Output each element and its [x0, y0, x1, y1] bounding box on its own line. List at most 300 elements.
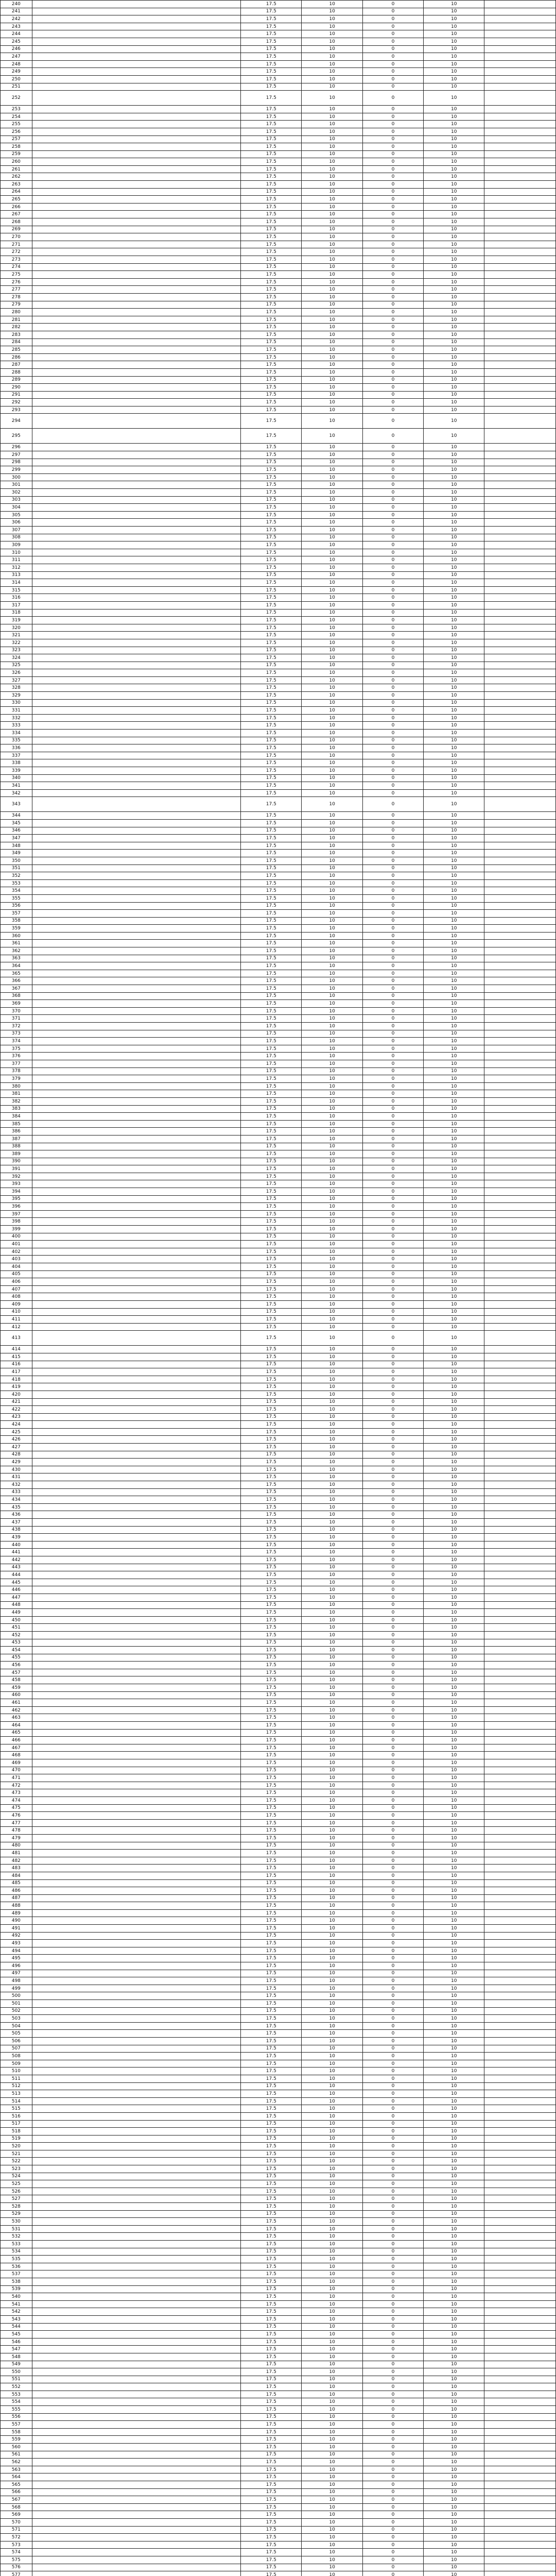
table-row	[1, 947, 556, 955]
remark-cell	[484, 2218, 556, 2226]
value-a-cell: 17.5	[241, 391, 302, 399]
table-row	[1, 519, 556, 527]
value-b-cell: 10	[302, 879, 362, 887]
value-d-cell: 10	[424, 15, 484, 23]
value-c-cell: 0	[362, 1534, 423, 1541]
value-c-cell: 0	[362, 872, 423, 880]
table-row	[1, 1985, 556, 1992]
row-number-cell: 342	[1, 789, 32, 797]
company-name-cell	[32, 2285, 241, 2293]
value-d-cell: 10	[424, 549, 484, 556]
table-row	[1, 1428, 556, 1436]
value-a-cell: 17.5	[241, 1511, 302, 1519]
value-a-cell: 17.5	[241, 1579, 302, 1586]
value-a-cell: 17.5	[241, 2308, 302, 2316]
company-name-cell	[32, 1729, 241, 1737]
company-name-cell	[32, 812, 241, 820]
company-name-cell	[32, 1737, 241, 1744]
row-number-cell: 477	[1, 1819, 32, 1827]
value-b-cell: 10	[302, 2150, 362, 2158]
value-b-cell: 10	[302, 654, 362, 662]
company-name-cell	[32, 2534, 241, 2541]
remark-cell	[484, 774, 556, 782]
remark-cell	[484, 850, 556, 857]
company-name-cell	[32, 2082, 241, 2090]
table-row	[1, 699, 556, 707]
remark-cell	[484, 181, 556, 189]
table-row	[1, 91, 556, 106]
value-b-cell: 10	[302, 2248, 362, 2256]
company-name-cell	[32, 2060, 241, 2067]
table-row	[1, 2406, 556, 2414]
company-name-cell	[32, 1030, 241, 1038]
value-a-cell: 17.5	[241, 1241, 302, 1248]
value-b-cell: 10	[302, 2421, 362, 2429]
value-d-cell: 10	[424, 1616, 484, 1624]
value-b-cell: 10	[302, 1556, 362, 1564]
value-c-cell: 0	[362, 444, 423, 451]
value-b-cell: 10	[302, 737, 362, 744]
row-number-cell: 361	[1, 940, 32, 947]
value-c-cell: 0	[362, 150, 423, 158]
value-c-cell: 0	[362, 1376, 423, 1383]
table-row	[1, 2173, 556, 2180]
value-b-cell: 10	[302, 2428, 362, 2436]
company-name-cell	[32, 1511, 241, 1519]
company-name-cell	[32, 962, 241, 970]
value-b-cell: 10	[302, 865, 362, 872]
remark-cell	[484, 256, 556, 264]
company-name-cell	[32, 451, 241, 459]
company-name-cell	[32, 2518, 241, 2526]
table-row	[1, 1947, 556, 1955]
remark-cell	[484, 2158, 556, 2165]
value-a-cell: 17.5	[241, 586, 302, 594]
value-b-cell: 10	[302, 1082, 362, 1090]
value-a-cell: 17.5	[241, 925, 302, 933]
value-c-cell: 0	[362, 1676, 423, 1684]
value-d-cell: 10	[424, 819, 484, 827]
value-c-cell: 0	[362, 451, 423, 459]
table-row	[1, 2353, 556, 2361]
company-name-cell	[32, 211, 241, 218]
row-number-cell: 439	[1, 1534, 32, 1541]
remark-cell	[484, 1872, 556, 1879]
value-b-cell: 10	[302, 2045, 362, 2053]
company-name-cell	[32, 1226, 241, 1233]
value-b-cell: 10	[302, 1150, 362, 1158]
value-d-cell: 10	[424, 519, 484, 527]
value-c-cell: 0	[362, 91, 423, 106]
value-d-cell: 10	[424, 1233, 484, 1241]
value-b-cell: 10	[302, 1722, 362, 1730]
company-name-cell	[32, 669, 241, 677]
remark-cell	[484, 1579, 556, 1586]
company-name-cell	[32, 1361, 241, 1368]
value-d-cell: 10	[424, 1376, 484, 1383]
row-number-cell: 407	[1, 1285, 32, 1293]
table-row	[1, 932, 556, 940]
table-row	[1, 1444, 556, 1451]
value-c-cell: 0	[362, 1300, 423, 1308]
row-number-cell: 401	[1, 1241, 32, 1248]
value-d-cell: 10	[424, 1541, 484, 1549]
remark-cell	[484, 865, 556, 872]
value-d-cell: 10	[424, 1631, 484, 1639]
remark-cell	[484, 1850, 556, 1857]
value-b-cell: 10	[302, 106, 362, 113]
value-b-cell: 10	[302, 2225, 362, 2233]
value-c-cell: 0	[362, 1473, 423, 1481]
value-d-cell: 10	[424, 2481, 484, 2489]
value-c-cell: 0	[362, 857, 423, 865]
table-row	[1, 1526, 556, 1534]
value-a-cell: 17.5	[241, 1992, 302, 2000]
value-d-cell: 10	[424, 1038, 484, 1045]
table-row	[1, 2007, 556, 2015]
table-row	[1, 1150, 556, 1158]
value-d-cell: 10	[424, 2105, 484, 2113]
row-number-cell: 433	[1, 1488, 32, 1496]
row-number-cell: 327	[1, 676, 32, 684]
row-number-cell: 494	[1, 1947, 32, 1955]
company-name-cell	[32, 2466, 241, 2473]
company-name-cell	[32, 2383, 241, 2391]
table-row	[1, 1909, 556, 1917]
value-a-cell: 17.5	[241, 894, 302, 902]
remark-cell	[484, 902, 556, 910]
value-c-cell: 0	[362, 1902, 423, 1910]
table-row	[1, 2488, 556, 2496]
value-a-cell: 17.5	[241, 1850, 302, 1857]
value-b-cell: 10	[302, 1691, 362, 1699]
value-b-cell: 10	[302, 1097, 362, 1105]
company-name-cell	[32, 60, 241, 68]
value-b-cell: 10	[302, 1473, 362, 1481]
remark-cell	[484, 2571, 556, 2576]
value-a-cell: 17.5	[241, 256, 302, 264]
remark-cell	[484, 1300, 556, 1308]
value-d-cell: 10	[424, 2331, 484, 2338]
company-name-cell	[32, 241, 241, 248]
value-d-cell: 10	[424, 1744, 484, 1752]
value-a-cell: 17.5	[241, 1248, 302, 1256]
remark-cell	[484, 1444, 556, 1451]
company-name-cell	[32, 1932, 241, 1940]
remark-cell	[484, 1737, 556, 1744]
value-c-cell: 0	[362, 2218, 423, 2226]
company-name-cell	[32, 68, 241, 76]
table-row	[1, 1023, 556, 1030]
table-row	[1, 2135, 556, 2143]
table-row	[1, 1549, 556, 1556]
value-b-cell: 10	[302, 639, 362, 647]
value-d-cell: 10	[424, 2511, 484, 2519]
row-number-cell: 445	[1, 1579, 32, 1586]
company-name-cell	[32, 218, 241, 226]
table-row	[1, 2188, 556, 2195]
value-d-cell: 10	[424, 1676, 484, 1684]
company-name-cell	[32, 1451, 241, 1459]
table-row	[1, 391, 556, 399]
remark-cell	[484, 278, 556, 286]
value-a-cell: 17.5	[241, 1834, 302, 1842]
value-d-cell: 10	[424, 1007, 484, 1015]
value-a-cell: 17.5	[241, 1699, 302, 1707]
company-name-cell	[32, 910, 241, 918]
value-c-cell: 0	[362, 2421, 423, 2429]
value-b-cell: 10	[302, 1902, 362, 1910]
value-d-cell: 10	[424, 2406, 484, 2414]
table-row	[1, 601, 556, 609]
value-c-cell: 0	[362, 1947, 423, 1955]
company-name-cell	[32, 2436, 241, 2444]
table-row	[1, 1842, 556, 1850]
remark-cell	[484, 1481, 556, 1489]
value-c-cell: 0	[362, 2022, 423, 2030]
table-row	[1, 218, 556, 226]
value-b-cell: 10	[302, 188, 362, 196]
value-b-cell: 10	[302, 2173, 362, 2180]
remark-cell	[484, 1473, 556, 1481]
value-c-cell: 0	[362, 1647, 423, 1654]
value-a-cell: 17.5	[241, 2120, 302, 2128]
row-number-cell: 343	[1, 797, 32, 812]
row-number-cell: 340	[1, 774, 32, 782]
row-number-cell: 319	[1, 617, 32, 624]
value-a-cell: 17.5	[241, 2128, 302, 2136]
remark-cell	[484, 1940, 556, 1947]
value-d-cell: 10	[424, 1398, 484, 1406]
company-name-cell	[32, 662, 241, 669]
value-b-cell: 10	[302, 353, 362, 361]
company-name-cell	[32, 894, 241, 902]
value-a-cell: 17.5	[241, 2481, 302, 2489]
table-row	[1, 2338, 556, 2346]
value-b-cell: 10	[302, 662, 362, 669]
company-name-cell	[32, 466, 241, 474]
company-name-cell	[32, 293, 241, 301]
company-name-cell	[32, 1955, 241, 1962]
table-row	[1, 1601, 556, 1609]
value-d-cell: 10	[424, 947, 484, 955]
value-c-cell: 0	[362, 1925, 423, 1933]
table-row	[1, 1631, 556, 1639]
row-number-cell: 308	[1, 534, 32, 541]
company-name-cell	[32, 707, 241, 715]
value-a-cell: 17.5	[241, 233, 302, 241]
value-c-cell: 0	[362, 2346, 423, 2353]
remark-cell	[484, 970, 556, 977]
table-row	[1, 910, 556, 918]
row-number-cell: 296	[1, 444, 32, 451]
value-b-cell: 10	[302, 1391, 362, 1398]
value-d-cell: 10	[424, 917, 484, 925]
remark-cell	[484, 1421, 556, 1429]
remark-cell	[484, 1188, 556, 1196]
remark-cell	[484, 1985, 556, 1992]
value-c-cell: 0	[362, 338, 423, 346]
value-d-cell: 10	[424, 2158, 484, 2165]
remark-cell	[484, 2459, 556, 2466]
value-c-cell: 0	[362, 1278, 423, 1286]
value-b-cell: 10	[302, 2000, 362, 2008]
value-b-cell: 10	[302, 1684, 362, 1692]
value-b-cell: 10	[302, 1398, 362, 1406]
row-number-cell: 348	[1, 842, 32, 850]
value-d-cell: 10	[424, 121, 484, 128]
value-c-cell: 0	[362, 624, 423, 632]
table-row	[1, 1, 556, 8]
company-name-cell	[32, 2037, 241, 2045]
value-c-cell: 0	[362, 1353, 423, 1361]
remark-cell	[484, 1925, 556, 1933]
company-name-cell	[32, 601, 241, 609]
remark-cell	[484, 2180, 556, 2188]
value-b-cell: 10	[302, 1270, 362, 1278]
table-row	[1, 2459, 556, 2466]
value-b-cell: 10	[302, 1850, 362, 1857]
remark-cell	[484, 1278, 556, 1286]
remark-cell	[484, 1120, 556, 1128]
company-name-cell	[32, 286, 241, 294]
value-b-cell: 10	[302, 601, 362, 609]
value-a-cell: 17.5	[241, 2241, 302, 2248]
row-number-cell: 292	[1, 399, 32, 406]
company-name-cell	[32, 481, 241, 489]
value-d-cell: 10	[424, 2120, 484, 2128]
table-row	[1, 835, 556, 842]
table-row	[1, 1241, 556, 1248]
value-a-cell: 17.5	[241, 1804, 302, 1812]
table-row	[1, 692, 556, 700]
company-name-cell	[32, 143, 241, 151]
remark-cell	[484, 1865, 556, 1872]
value-c-cell: 0	[362, 75, 423, 83]
table-row	[1, 1992, 556, 2000]
value-b-cell: 10	[302, 1714, 362, 1722]
value-b-cell: 10	[302, 2278, 362, 2285]
remark-cell	[484, 1195, 556, 1203]
value-b-cell: 10	[302, 2564, 362, 2571]
row-number-cell: 309	[1, 541, 32, 549]
row-number-cell: 496	[1, 1962, 32, 1970]
value-d-cell: 10	[424, 2263, 484, 2270]
remark-cell	[484, 2278, 556, 2285]
company-name-cell	[32, 1834, 241, 1842]
company-name-cell	[32, 1165, 241, 1173]
value-b-cell: 10	[302, 2007, 362, 2015]
table-row	[1, 1263, 556, 1271]
remark-cell	[484, 2315, 556, 2323]
value-b-cell: 10	[302, 2391, 362, 2398]
value-b-cell: 10	[302, 1376, 362, 1383]
remark-cell	[484, 669, 556, 677]
company-name-cell	[32, 1556, 241, 1564]
value-a-cell: 17.5	[241, 1195, 302, 1203]
remark-cell	[484, 361, 556, 369]
company-name-cell	[32, 2481, 241, 2489]
company-name-cell	[32, 248, 241, 256]
value-a-cell: 17.5	[241, 1353, 302, 1361]
value-d-cell: 10	[424, 1571, 484, 1579]
value-d-cell: 10	[424, 1850, 484, 1857]
remark-cell	[484, 1947, 556, 1955]
remark-cell	[484, 248, 556, 256]
company-name-cell	[32, 1082, 241, 1090]
remark-cell	[484, 2428, 556, 2436]
value-a-cell: 17.5	[241, 1872, 302, 1879]
company-name-cell	[32, 338, 241, 346]
value-d-cell: 10	[424, 1511, 484, 1519]
value-c-cell: 0	[362, 30, 423, 38]
row-number-cell: 417	[1, 1368, 32, 1376]
value-c-cell: 0	[362, 1421, 423, 1429]
value-d-cell: 10	[424, 2210, 484, 2218]
value-c-cell: 0	[362, 1218, 423, 1226]
company-name-cell	[32, 1797, 241, 1804]
value-d-cell: 10	[424, 1428, 484, 1436]
remark-cell	[484, 985, 556, 993]
value-c-cell: 0	[362, 639, 423, 647]
remark-cell	[484, 316, 556, 324]
row-number-cell: 532	[1, 2233, 32, 2241]
table-row	[1, 399, 556, 406]
value-c-cell: 0	[362, 1270, 423, 1278]
value-d-cell: 10	[424, 894, 484, 902]
value-a-cell: 17.5	[241, 1669, 302, 1676]
remark-cell	[484, 1045, 556, 1053]
row-number-cell: 288	[1, 368, 32, 376]
company-name-cell	[32, 1571, 241, 1579]
value-d-cell: 10	[424, 2285, 484, 2293]
table-row	[1, 571, 556, 579]
value-c-cell: 0	[362, 1571, 423, 1579]
remark-cell	[484, 2308, 556, 2316]
table-row	[1, 1346, 556, 1353]
company-name-cell	[32, 2526, 241, 2534]
value-b-cell: 10	[302, 1842, 362, 1850]
value-d-cell: 10	[424, 722, 484, 730]
value-a-cell: 17.5	[241, 1857, 302, 1865]
value-b-cell: 10	[302, 1180, 362, 1188]
value-c-cell: 0	[362, 135, 423, 143]
value-d-cell: 10	[424, 1361, 484, 1368]
value-a-cell: 17.5	[241, 1894, 302, 1902]
remark-cell	[484, 2353, 556, 2361]
row-number-cell: 490	[1, 1917, 32, 1925]
company-name-cell	[32, 1819, 241, 1827]
value-a-cell: 17.5	[241, 2428, 302, 2436]
value-a-cell: 17.5	[241, 2022, 302, 2030]
value-a-cell: 17.5	[241, 1767, 302, 1774]
company-name-cell	[32, 1594, 241, 1601]
row-number-cell: 389	[1, 1150, 32, 1158]
company-name-cell	[32, 278, 241, 286]
value-c-cell: 0	[362, 1729, 423, 1737]
table-row	[1, 143, 556, 151]
value-d-cell: 10	[424, 1759, 484, 1767]
row-number-cell: 420	[1, 1391, 32, 1398]
company-name-cell	[32, 75, 241, 83]
row-number-cell: 271	[1, 241, 32, 248]
value-b-cell: 10	[302, 1519, 362, 1527]
value-a-cell: 17.5	[241, 519, 302, 527]
company-name-cell	[32, 1534, 241, 1541]
value-d-cell: 10	[424, 406, 484, 414]
remark-cell	[484, 165, 556, 173]
value-a-cell: 17.5	[241, 647, 302, 654]
